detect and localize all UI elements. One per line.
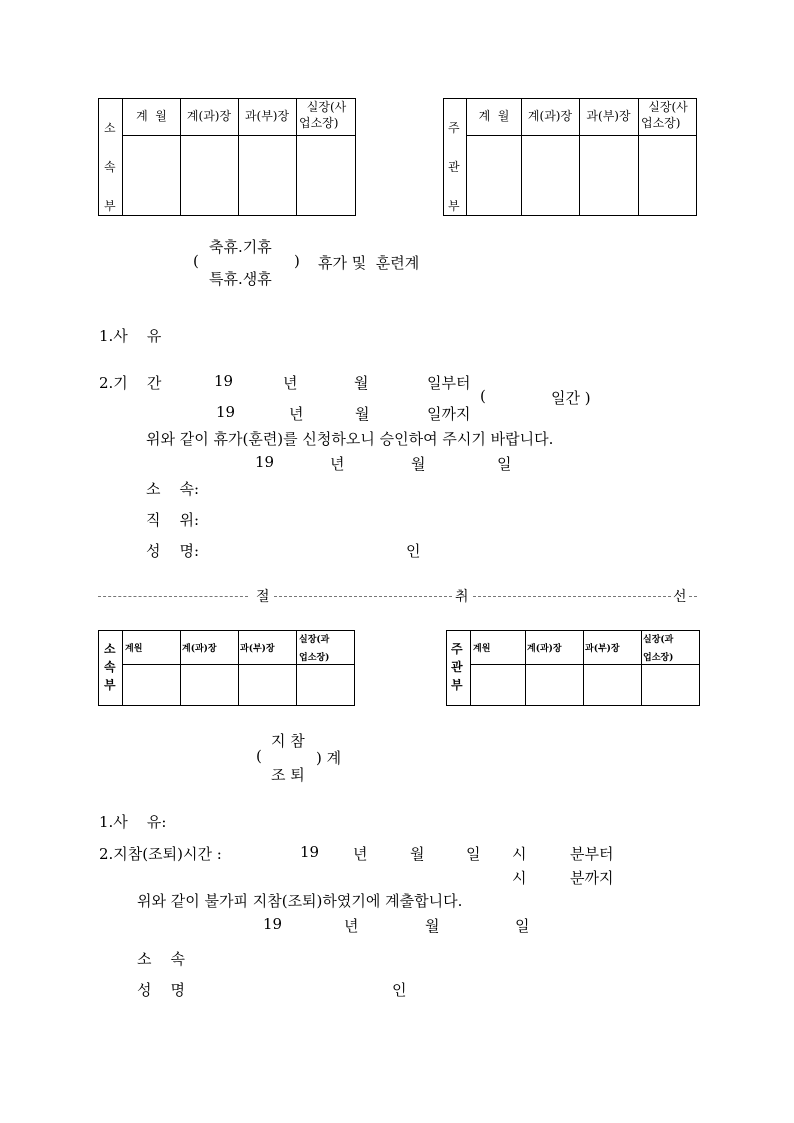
date-month-unit: 월 [411,455,426,473]
side-label: 관 [451,660,463,674]
end-year: 19 [216,403,236,421]
header-staff: 계 월 [478,109,510,123]
year-unit: 년 [289,405,304,423]
day-from: 일부터 [427,374,471,392]
side-label: 속 [104,660,116,674]
date-day-unit: 일 [515,917,530,935]
seal-mark: 인 [406,542,421,560]
reason-label: 1.사 유: [99,813,167,831]
leave-type-top: 축휴.기휴 [209,238,272,256]
statement: 위와 같이 불가피 지참(조퇴)하였기에 계출합니다. [137,892,463,910]
header-director-2: 업소장) [299,653,330,663]
header-section-chief: 계(과)장 [527,644,562,654]
period-label: 2.기 간 [99,374,162,392]
cut-line-char: 취 [455,589,469,605]
date-month-unit: 월 [425,917,440,935]
late-top: 지 참 [271,732,305,750]
date-year-unit: 년 [344,917,359,935]
form-title: 휴가 및 훈련계 [318,254,420,272]
month-unit: 월 [355,405,370,423]
header-staff: 계원 [125,644,143,654]
header-dept-chief: 과(부)장 [585,644,620,654]
minute-from: 분부터 [570,845,614,863]
date-year-unit: 년 [330,455,345,473]
hour-unit: 시 [512,869,527,887]
open-paren: ( [256,747,262,765]
side-label: 부 [451,678,463,692]
day-unit: 일 [466,845,481,863]
days-count: 일간 ) [551,389,591,407]
side-label: 주 [451,642,463,656]
rank-label: 직 위: [146,511,200,529]
date-day-unit: 일 [497,455,512,473]
side-label: 부 [448,199,460,213]
form-title: ) 계 [316,749,342,767]
side-label: 관 [448,160,460,174]
header-staff: 계 월 [136,109,167,123]
header-dept-chief: 과(부)장 [240,644,275,654]
date-year: 19 [255,453,275,471]
cut-line-char: 선 [673,589,687,605]
date-year: 19 [263,915,283,933]
header-dept-chief: 과(부)장 [586,109,631,123]
early-bottom: 조 퇴 [271,766,305,784]
month-unit: 월 [410,845,425,863]
reason-label: 1.사 유 [99,327,162,345]
seal-mark: 인 [392,981,407,999]
year: 19 [300,843,320,861]
header-director: 실장(과 [299,635,330,645]
header-section-chief: 계(과)장 [186,109,232,123]
header-director-2: 업소장) [641,116,681,130]
start-year: 19 [214,372,234,390]
days-open-paren: ( [480,387,486,405]
side-label: 속 [104,160,116,174]
open-paren: ( [193,252,199,270]
name-label: 성 명 [137,981,186,999]
header-director-2: 업소장) [299,116,339,130]
affiliation-label: 소 속: [146,480,200,498]
affiliation-label: 소 속 [137,950,186,968]
header-staff: 계원 [473,644,491,654]
statement: 위와 같이 휴가(훈련)를 신청하오니 승인하여 주시기 바랍니다. [146,430,554,448]
header-director: 실장(과 [643,635,674,645]
hour-unit: 시 [512,845,527,863]
side-label: 소 [104,121,116,135]
leave-type-bottom: 특휴.생휴 [209,270,272,288]
header-section-chief: 계(과)장 [527,109,573,123]
day-to: 일까지 [427,405,471,423]
close-paren: ) [294,252,300,270]
side-label: 주 [448,121,460,135]
side-label: 부 [104,199,116,213]
year-unit: 년 [283,374,298,392]
side-label: 부 [104,678,116,692]
header-director: 실장(사 [306,100,347,114]
header-dept-chief: 과(부)장 [244,109,290,123]
header-director: 실장(사 [648,100,688,114]
side-label: 소 [104,642,116,656]
time-label: 2.지참(조퇴)시간 : [99,845,222,863]
year-unit: 년 [353,845,368,863]
name-label: 성 명: [146,542,200,560]
header-section-chief: 계(과)장 [182,644,217,654]
minute-to: 분까지 [570,869,614,887]
cut-line-char: 절 [256,589,270,605]
month-unit: 월 [354,374,369,392]
header-director-2: 업소장) [643,653,674,663]
